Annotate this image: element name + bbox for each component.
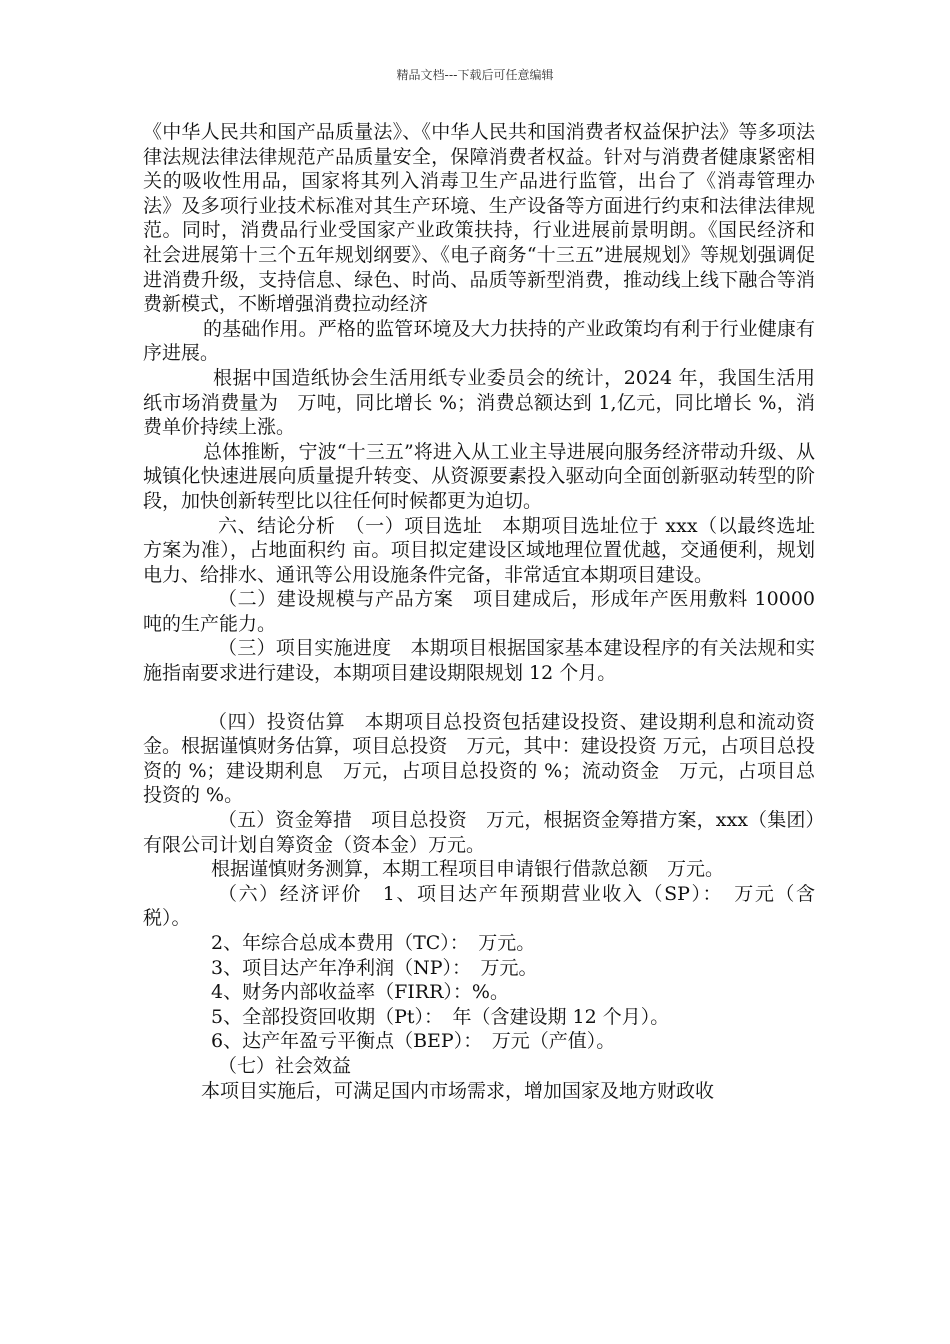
paragraph-gap [143, 686, 815, 710]
paragraph: 《中华人民共和国产品质量法》、《中华人民共和国消费者权益保护法》等多项法律法规法律法律规范产品质量安全，保障消费者权益。针对与消费者健康紧密相关的吸收性用品，国家将其列入消毒卫生产品进行监管，出台了《消毒管理办法》及多项行业技术标准对其生产环境、生产设备等方面进行约束和法律法律规范。同时，消费品行业受国家产业政策扶持，行业进展前景明朗。《国民经济和社会进展第十三个五年规划纲要》、《电子商务“十三五”进展规划》等规划强调促进消费升级，支持信息、绿色、时尚、品质等新型消费，推动线上线下融合等消费新模式，不断增强消费拉动经济 [143, 121, 815, 316]
paragraph: 总体推断，宁波“十三五”将进入从工业主导进展向服务经济带动升级、从城镇化快速进展向质量提升转变、从资源要素投入驱动向全面创新驱动转型的阶段，加快创新转型比以往任何时候都更为迫切。 [143, 440, 815, 512]
paragraph: （六）经济评价 1、项目达产年预期营业收入（SP）： 万元（含税）。 [143, 882, 815, 930]
paragraph: 5、全部投资回收期（Pt）： 年（含建设期 12 个月）。 [211, 1005, 670, 1028]
paragraph: 六、结论分析 （一）项目选址 本期项目选址位于 xxx（以最终选址方案为准），占地面积约 亩。项目拟定建设区域地理位置优越，交通便利，规划电力、给排水、通讯等公用设施条件完备，非常适宜本期项目建设。 [143, 514, 815, 586]
paragraph: 根据中国造纸协会生活用纸专业委员会的统计，2024 年，我国生活用纸市场消费量为 万吨，同比增长 %；消费总额达到 1,亿元，同比增长 %，消费单价持续上涨。 [143, 366, 815, 439]
page-header: 精品文档---下载后可任意编辑 [396, 68, 554, 82]
paragraph: 3、项目达产年净利润（NP）： 万元。 [211, 956, 538, 979]
paragraph: 本项目实施后，可满足国内市场需求，增加国家及地方财政收 [201, 1079, 715, 1102]
paragraph: （四）投资估算 本期项目总投资包括建设投资、建设期利息和流动资金。根据谨慎财务估算，项目总投资 万元，其中：建设投资 万元，占项目总投资的 %；建设期利息 万元，占项目总投资的 %；流动资金 万元，占项目总投资的 %。 [143, 710, 815, 807]
paragraph: （五）资金筹措 项目总投资 万元，根据资金筹措方案，xxx（集团）有限公司计划自筹资金（资本金）万元。 [143, 809, 815, 856]
paragraph: （三）项目实施进度 本期项目根据国家基本建设程序的有关法规和实施指南要求进行建设，本期项目建设期限规划 12 个月。 [143, 637, 815, 685]
paragraph: 4、财务内部收益率（FIRR）：%。 [211, 981, 509, 1004]
paragraph: 的基础作用。严格的监管环境及大力扶持的产业政策均有利于行业健康有序进展。 [143, 317, 815, 365]
paragraph: （七）社会效益 [218, 1054, 352, 1077]
paragraph: 2、年综合总成本费用（TC）： 万元。 [211, 932, 536, 954]
paragraph: （二）建设规模与产品方案 项目建成后，形成年产医用敷料 10000 吨的生产能力。 [143, 588, 815, 635]
paragraph: 6、达产年盈亏平衡点（BEP）： 万元（产值）。 [211, 1030, 616, 1053]
paragraph: 根据谨慎财务测算，本期工程项目申请银行借款总额 万元。 [211, 858, 725, 881]
document-body [143, 120, 815, 1103]
